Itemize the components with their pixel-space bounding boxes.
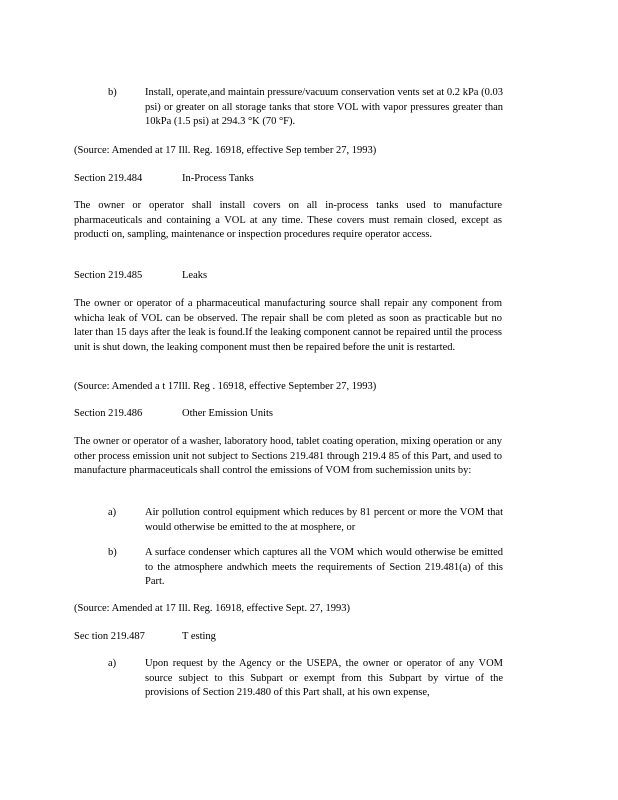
section-heading-219-487 bbox=[74, 630, 502, 645]
source-note: (Source: Amended at 17 Ill. Reg. 16918, effective Sept. 27, 1993) bbox=[74, 603, 350, 614]
section-heading-219-486 bbox=[74, 407, 502, 422]
source-note: (Source: Amended at 17 Ill. Reg. 16918, effective Sep tember 27, 1993) bbox=[74, 145, 377, 156]
section-title: Leaks bbox=[182, 270, 208, 281]
section-number: Section 219.486 bbox=[74, 408, 143, 419]
section-heading-219-485 bbox=[74, 269, 502, 284]
list-item-text: Air pollution control equipment which reduces by 81 percent or more the VOM that would otherwise be emitted to the at mosphere, or bbox=[145, 507, 503, 533]
section-title: Other Emission Units bbox=[182, 408, 273, 419]
list-item-text: Upon request by the Agency or the USEPA, the owner or operator of any VOM source subject to this Subpart or exempt from this Subpart by virtue of the provisions of Section 219.480 of this Part shall, at his own expense, bbox=[145, 658, 503, 698]
list-marker: a) bbox=[108, 507, 117, 518]
source-note: (Source: Amended a t 17Ill. Reg . 16918, effective September 27, 1993) bbox=[74, 381, 377, 392]
section-number: Sec tion 219.487 bbox=[74, 631, 145, 642]
list-marker: b) bbox=[108, 87, 117, 98]
list-marker: a) bbox=[108, 658, 117, 669]
list-marker: b) bbox=[108, 547, 117, 558]
section-paragraph: The owner or operator of a pharmaceutical manufacturing source shall repair any component from whicha leak of VOL can be observed. The repair shall be com pleted as soon as practicable but no later than 15 days after the leak is found.If the leaking component cannot be repaired until the process unit is shut down, the leaking component must then be repaired before the unit is restarted. bbox=[74, 298, 503, 353]
list-item-text: Install, operate,and maintain pressure/vacuum conservation vents set at 0.2 kPa (0.03 psi) or greater on all storage tanks that store VOL with vapor pressures greater than 10kPa (1.5 psi) at 294.3 °K (70 °F). bbox=[145, 87, 503, 127]
section-heading-219-484 bbox=[74, 172, 502, 187]
section-number: Section 219.484 bbox=[74, 173, 143, 184]
section-title: T esting bbox=[182, 631, 216, 642]
section-number: Section 219.485 bbox=[74, 270, 143, 281]
section-paragraph: The owner or operator shall install covers on all in-process tanks used to manufacture pharmaceuticals and containing a VOL at any time. These covers must remain closed, except as producti on, sampling, maintenance or inspection procedures require operator access. bbox=[74, 200, 502, 240]
list-item-text: A surface condenser which captures all the VOM which would otherwise be emitted to the atmosphere andwhich meets the requirements of Section 219.481(a) of this Part. bbox=[145, 547, 503, 587]
section-paragraph: The owner or operator of a washer, laboratory hood, tablet coating operation, mixing operation or any other process emission unit not subject to Sections 219.481 through 219.4 85 of this Part, and used to manufacture pharmaceuticals shall control the emissions of VOM from suchemission units by: bbox=[74, 436, 502, 476]
section-title: In-Process Tanks bbox=[182, 173, 254, 184]
